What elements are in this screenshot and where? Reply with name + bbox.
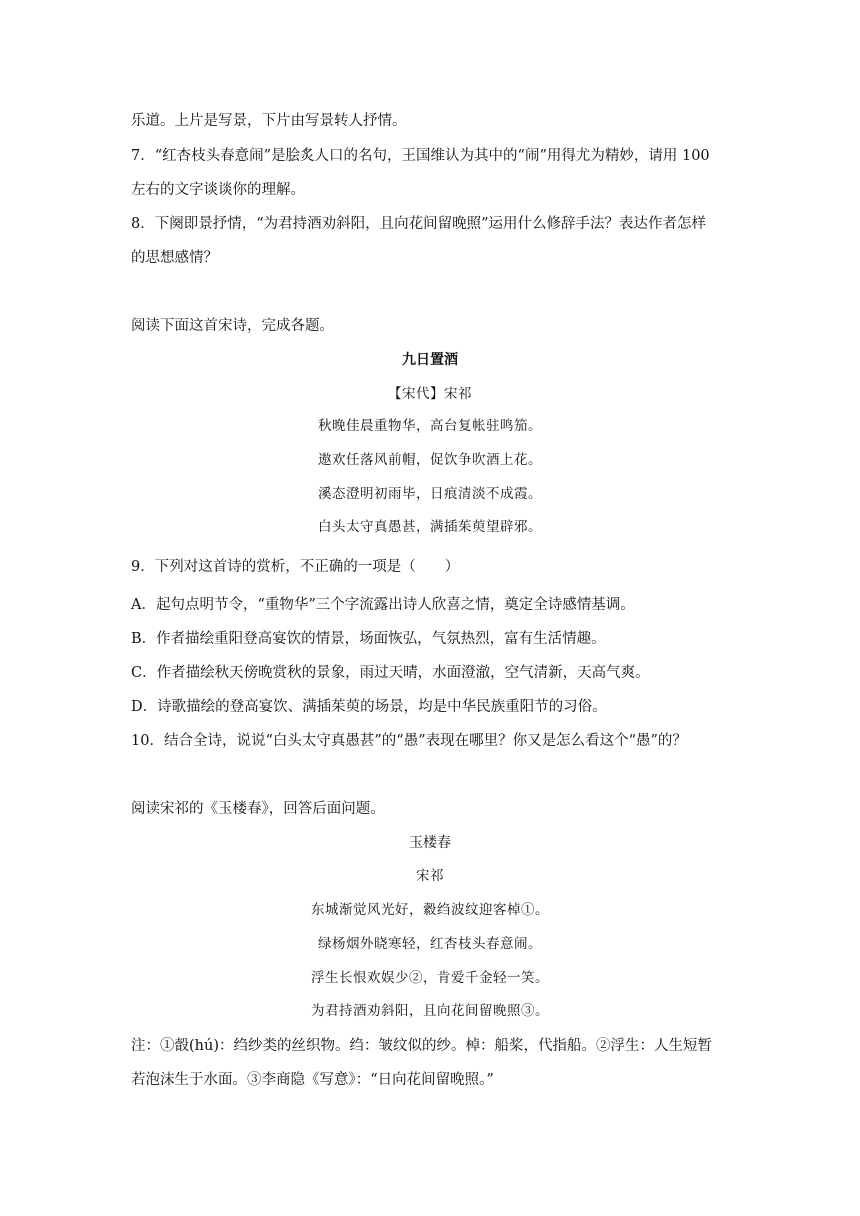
question-7: 7．“红杏枝头春意闹”是脍炙人口的名句，王国维认为其中的“闹”用得尤为精妙，请用 100 (131, 148, 710, 164)
poem-title-jiuri: 九日置酒 (402, 352, 458, 368)
option-b: B．作者描绘重阳登高宴饮的情景，场面恢弘，气氛热烈，富有生活情趣。 (131, 631, 606, 647)
poem-title-yulouchun: 玉楼春 (409, 835, 451, 851)
section-3-intro: 阅读宋祁的《玉楼春》，回答后面问题。 (131, 801, 385, 817)
option-a: A．起句点明节令，“重物华”三个字流露出诗人欣喜之情，奠定全诗感情基调。 (131, 597, 635, 613)
poem-line: 秋晚佳晨重物华，高台复帐驻鸣笳。 (318, 418, 542, 434)
poem-line: 东城渐觉风光好，縠绉波纹迎客棹①。 (311, 902, 549, 918)
question-8-continued: 的思想感情？ (131, 250, 218, 266)
poem-author-yulouchun: 宋祁 (416, 868, 444, 884)
section-2-intro: 阅读下面这首宋诗，完成各题。 (131, 318, 334, 334)
question-8: 8．下阕即景抒情，“为君持酒劝斜阳，且向花间留晚照”运用什么修辞手法？表达作者怎样 (131, 216, 707, 232)
poem-author-jiuri: 【宋代】宋祁 (388, 386, 472, 402)
question-10: 10．结合全诗，说说“白头太守真愚甚”的“愚”表现在哪里？你又是怎么看这个“愚”的？ (131, 733, 687, 749)
poem-line: 浮生长恨欢娱少②，肯爱千金轻一笑。 (311, 970, 549, 986)
paragraph-line: 乐道。上片是写景，下片由写景转人抒情。 (131, 113, 407, 129)
question-9: 9．下列对这首诗的赏析，不正确的一项是（ ） (131, 559, 460, 575)
option-c: C．作者描绘秋天傍晚赏秋的景象，雨过天晴，水面澄澈，空气清新，天高气爽。 (131, 665, 650, 681)
poem-line: 绿杨烟外晓寒轻，红杏枝头春意闹。 (318, 936, 542, 952)
annotation-note-continued: 若泡沫生于水面。③李商隐《写意》：“日向花间留晚照。” (131, 1072, 494, 1088)
option-d: D．诗歌描绘的登高宴饮、满插茱萸的场景，均是中华民族重阳节的习俗。 (131, 699, 607, 715)
question-7-continued: 左右的文字谈谈你的理解。 (131, 182, 305, 198)
poem-line: 为君持酒劝斜阳，且向花间留晚照③。 (311, 1003, 549, 1019)
annotation-note: 注：①瞉(hú)：绉纱类的丝织物。绉：皱纹似的纱。棹：船桨，代指船。②浮生：人生短暂 (131, 1038, 712, 1054)
poem-line: 白头太守真愚甚，满插茱萸望辟邪。 (318, 519, 542, 535)
poem-line: 遨欢任落风前帽，促饮争吹酒上花。 (318, 452, 542, 468)
poem-line: 溪态澄明初雨毕，日痕清淡不成霞。 (318, 486, 542, 502)
